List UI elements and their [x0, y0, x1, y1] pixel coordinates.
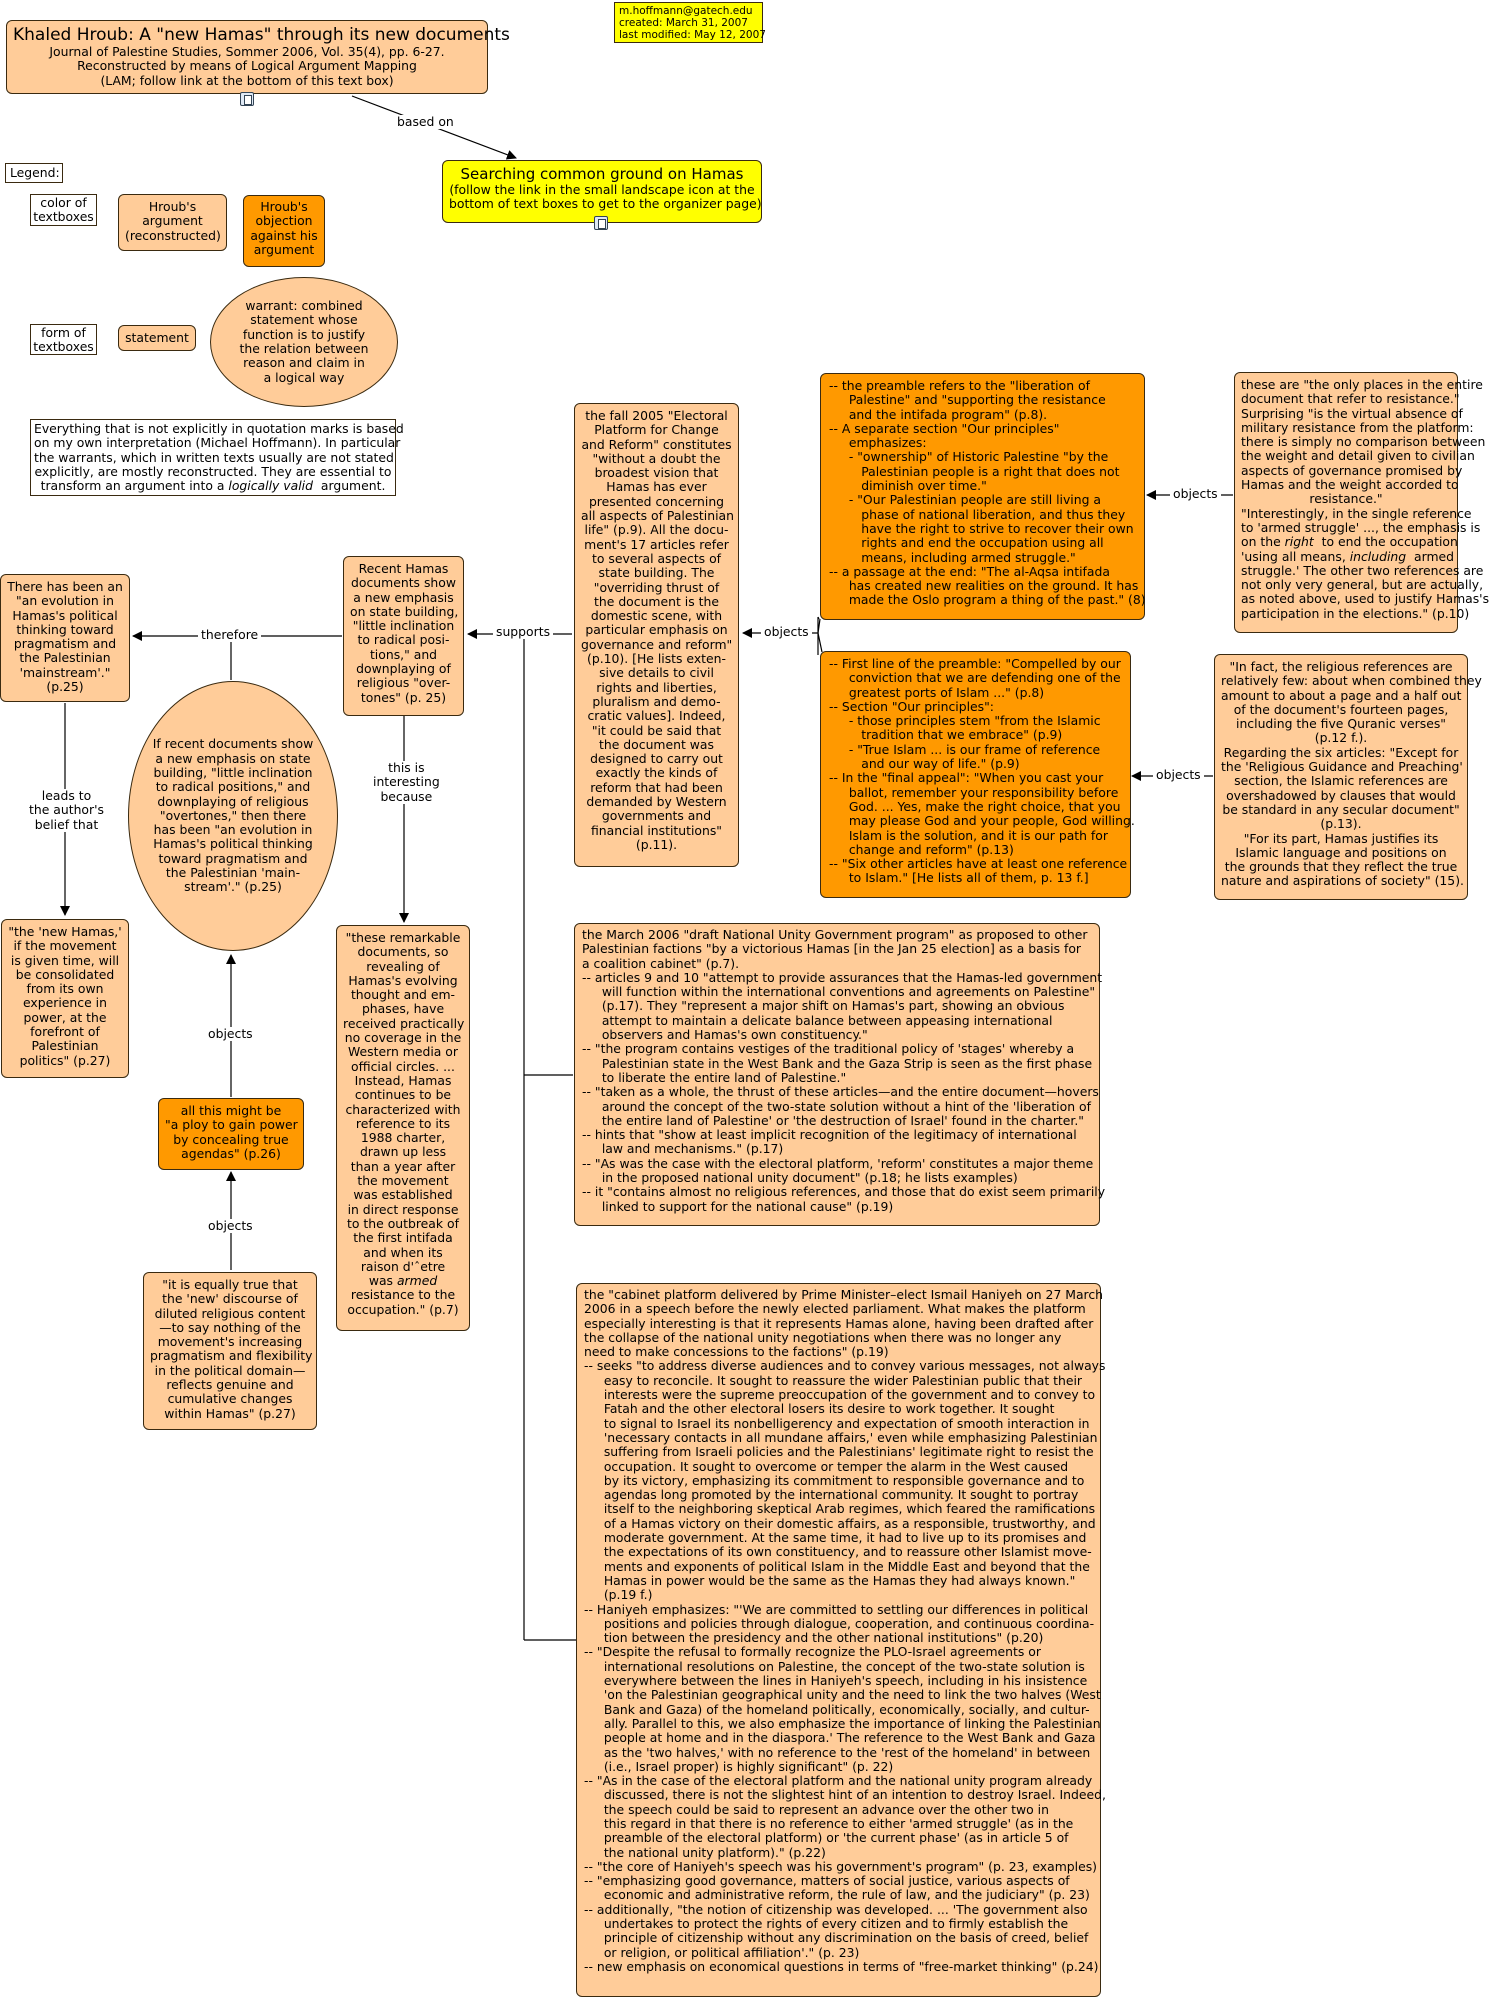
- text-line: Fatah and the other electoral losers its desire to work together. It sought: [603, 1401, 1055, 1417]
- text-line: -- A separate section "Our principles": [829, 420, 1060, 436]
- text-line: positions and policies through dialogue, cooperation, and continuous coordina-: [603, 1615, 1095, 1631]
- text-line: -- hints that "show at least implicit recognition of the legitimacy of international: [582, 1127, 1077, 1143]
- landscape-link-icon[interactable]: [594, 216, 608, 230]
- remarkable-documents-box: "these remarkable documents, so revealing of Hamas's evolving thought and em- phases, have received practically no coverage in the Western media or official circles. ... Instead, Hamas continues to be characterized with reference to its 1988 charter, drawn up less than a year after the movement was established in direct response to the outbreak of the first intifada and when its raison d'ˆetre was armed resistance to the occupation." (p.7): [336, 925, 470, 1331]
- text-line: God. ... Yes, make the right choice, that you: [848, 798, 1121, 814]
- label-objects: objects: [761, 625, 812, 639]
- label-objects: objects: [205, 1027, 256, 1041]
- page-title: Khaled Hroub: A "new Hamas" through its new documents: [13, 25, 510, 45]
- text-line: -- First line of the preamble: "Compelled by our: [829, 656, 1121, 671]
- text-line: 2006 in a speech before the newly elected parliament. What makes the platform: [584, 1301, 1086, 1317]
- header-line: (LAM; follow link at the bottom of this text box): [100, 72, 394, 88]
- warrant-oval: If recent documents show a new emphasis on state building, "little inclination to radical positions," and downplaying of religious "overtones," then there has been "an evolution in Hamas's political thinking toward pragmatism and the Palestinian 'main- stream'." (p.25): [128, 681, 338, 951]
- text-line: conviction that we are defending one of the: [848, 670, 1121, 686]
- text-line: the March 2006 "draft National Unity Government program" as proposed to other: [582, 927, 1088, 942]
- legend-title: Legend:: [5, 163, 63, 183]
- text-line: -- seeks "to address diverse audiences and to convey various messages, not always: [584, 1358, 1106, 1374]
- text-line: change and reform" (p.13): [848, 841, 1014, 857]
- claim-new-hamas-box: "the 'new Hamas,' if the movement is given time, will be consolidated from its own experience in power, at the forefront of Palestinian politics" (p.27): [1, 919, 129, 1078]
- text-line: international resolutions on Palestine, the concept of the two-state solution is: [603, 1658, 1085, 1674]
- text-line: attempt to maintain a delicate balance between appeasing international: [601, 1012, 1053, 1028]
- text-line: Palestinian people is a right that does not: [861, 463, 1120, 479]
- text-line: - "True Islam ... is our frame of reference: [848, 741, 1101, 757]
- text-line: easy to reconcile. It sought to reassure the wider Palestinian public that their: [603, 1372, 1083, 1388]
- text-line: -- the preamble refers to the "liberation of: [829, 378, 1090, 393]
- organizer-line: (follow the link in the small landscape icon at the: [449, 182, 755, 197]
- text-line: the collapse of the national unity negotiations when there was no longer any: [584, 1329, 1062, 1345]
- objection-preamble-box: [820, 373, 1145, 620]
- text-line: (i.e., Israel proper) is highly significant" (p. 22): [603, 1758, 894, 1774]
- text-line: economic and administrative reform, the rule of law, and the judiciary" (p. 23): [603, 1887, 1090, 1903]
- text-line: ballot, remember your responsibility before: [848, 784, 1119, 800]
- label-objects: objects: [1153, 768, 1204, 782]
- objection-ploy-box: all this might be "a ploy to gain power by concealing true agendas" (p.26): [158, 1098, 304, 1170]
- text-line: need to make concessions to the factions" (p.19): [584, 1344, 889, 1360]
- text-line: -- it "contains almost no religious references, and those that do exist seem primarily: [582, 1184, 1106, 1200]
- text-line: observers and Hamas's own constituency.": [601, 1027, 868, 1043]
- counter-few-references-box: "In fact, the religious references are relatively few: about when combined they amount to about a page and a half out of the document's fourteen pages, including the five Quranic verses" (p.12 f.). Regarding the six articles: "Except for the 'Religious Guidance and Preaching' section, the Islamic references are overshadowed by clauses that would be standard in any secular document" (p.13). "For its part, Hamas justifies its Islamic language and positions on the grounds that they reflect the true nature and aspirations of society" (15).: [1214, 654, 1468, 900]
- organizer-title: Searching common ground on Hamas: [460, 165, 744, 183]
- text-line: moderate government. At the same time, it had to live up to its promises and: [603, 1530, 1087, 1546]
- organizer-line: bottom of text boxes to get to the organizer page): [449, 196, 762, 212]
- label-supports: supports: [493, 625, 553, 639]
- modified-date: last modified: May 12, 2007: [619, 29, 766, 41]
- text-line: -- "the program contains vestiges of the traditional policy of 'stages' whereby a: [582, 1041, 1075, 1057]
- meta-box: [614, 2, 766, 43]
- text-line: and the intifada program" (p.8).: [848, 406, 1048, 422]
- text-line: Palestinian state in the West Bank and the Gaza Strip is seen as the first phase: [601, 1055, 1093, 1071]
- text-line: principle of citizenship without any discrimination on the basis of creed, belief: [603, 1930, 1089, 1946]
- text-line: phase of national liberation, and thus they: [861, 506, 1126, 522]
- text-line: preamble of the electoral platform) or 'the current phase' (as in article 5 of: [603, 1830, 1069, 1846]
- text-line: means, including armed struggle.": [861, 549, 1076, 565]
- header-line: Reconstructed by means of Logical Argument Mapping: [77, 58, 417, 74]
- text-line: Islam is the solution, and it is our path for: [848, 827, 1108, 843]
- legend-form-label: form of textboxes: [30, 324, 97, 355]
- text-line: -- "taken as a whole, the thrust of these articles—and the entire document—hovers: [582, 1084, 1099, 1100]
- reason-recent-docs-box: Recent Hamas documents show a new emphasis on state building, "little inclination to radical posi- tions," and downplaying of religious "over- tones" (p. 25): [343, 556, 464, 716]
- text-line: tradition that we embrace" (p.9): [861, 727, 1063, 743]
- text-line: -- "emphasizing good governance, matters of social justice, various aspects of: [584, 1873, 1070, 1889]
- text-line: law and mechanisms." (p.17): [601, 1141, 784, 1157]
- text-line: undertakes to protect the rights of every citizen and to firmly establish the: [603, 1916, 1069, 1932]
- text-line: emphasizes:: [848, 435, 927, 451]
- text-line: linked to support for the national cause" (p.19): [601, 1198, 894, 1214]
- text-line: -- Section "Our principles":: [829, 698, 994, 714]
- text-line: everywhere between the lines in Haniyeh's speech, including in his insistence: [603, 1673, 1088, 1689]
- text-line: -- a passage at the end: "The al-Aqsa intifada: [829, 563, 1110, 579]
- label-objects: objects: [1170, 487, 1221, 501]
- text-line: especially interesting is that it represents Hamas alone, having been drafted after: [584, 1315, 1094, 1331]
- counter-diluted-box: "it is equally true that the 'new' discourse of diluted religious content —to say nothing of the movement's increasing pragmatism and flexibility in the political domain— reflects genuine and cumulative changes within Hamas" (p.27): [143, 1272, 317, 1430]
- text-line: in the proposed national unity document" (p.18; he lists examples): [601, 1170, 1018, 1186]
- text-line: itself to the neighboring skeptical Arab regimes, which feared the ramifications: [603, 1501, 1096, 1517]
- text-line: Bank and Gaza) of the homeland politically, economically, socially, and cultur-: [603, 1701, 1090, 1717]
- text-line: -- "Six other articles have at least one reference: [829, 856, 1128, 872]
- text-line: 'necessary contacts in all mundane affairs,' even while emphasizing Palestinian: [603, 1429, 1098, 1445]
- text-line: interests were the supreme preoccupation of the government and to convey to: [603, 1387, 1096, 1403]
- text-line: Hamas in power would be the same as the Hamas they had always known.": [603, 1572, 1076, 1588]
- text-line: a coalition cabinet" (p.7).: [582, 955, 740, 971]
- text-line: people at home and in the diaspora.' The reference to the West Bank and Gaza: [603, 1730, 1096, 1746]
- text-line: -- additionally, "the notion of citizenship was developed. ... 'The government also: [584, 1901, 1088, 1917]
- text-line: will function within the international conventions and agreements on Palestine": [601, 984, 1096, 1000]
- text-line: - "Our Palestinian people are still living a: [848, 492, 1101, 508]
- text-line: or religion, or political affiliation'." (p. 23): [603, 1944, 860, 1960]
- text-line: discussed, there is not the slightest hint of an intention to destroy Israel. Indeed,: [603, 1787, 1106, 1803]
- text-line: (p.17). They "represent a major shift on Hamas's part, showing an obvious: [601, 998, 1065, 1014]
- cabinet-platform-box: [576, 1283, 1106, 1997]
- text-line: occupation. It sought to overcome or temper the alarm in the West caused: [603, 1458, 1069, 1474]
- text-line: may please God and your people, God willing.: [848, 813, 1135, 829]
- text-line: Palestinian factions "by a victorious Hamas [in the Jan 25 election] as a basis for: [582, 941, 1082, 957]
- text-line: the national unity platform)." (p.22): [603, 1844, 826, 1860]
- text-line: -- "Despite the refusal to formally recognize the PLO-Israel agreements or: [584, 1644, 1041, 1660]
- text-line: ally. Parallel to this, we also emphasize the importance of linking the Palestinian: [603, 1715, 1101, 1731]
- created-date: created: March 31, 2007: [619, 17, 748, 29]
- header-line: Journal of Palestine Studies, Sommer 2006, Vol. 35(4), pp. 6-27.: [49, 44, 445, 59]
- landscape-link-icon[interactable]: [240, 92, 254, 106]
- organizer-box[interactable]: [442, 160, 762, 223]
- text-line: -- "As was the case with the electoral platform, 'reform' constitutes a major theme: [582, 1155, 1094, 1171]
- text-line: agendas long promoted by the international community. It sought to portray: [603, 1487, 1079, 1503]
- text-line: Palestine" and "supporting the resistance: [848, 392, 1106, 408]
- counter-only-places-box: these are "the only places in the entire document that refer to resistance." Surprising "is the virtual absence of military resistance from the platform: there is simply no comparison between the weight and detail given to civilian aspects of governance promised by Hamas and the weight accorded to resistance." "Interestingly, in the single reference to 'armed struggle' ..., the emphasis is on the right to end the occupation 'using all means, including armed struggle.' The other two references are not only very general, but are actually, as noted above, used to justify Hamas's participation in the elections." (p.10): [1234, 372, 1458, 633]
- text-line: the entire land of Palestine' or 'the destruction of Israel' found in the charter.": [601, 1112, 1084, 1128]
- text-line: -- "the core of Haniyeh's speech was his government's program" (p. 23, examples): [584, 1858, 1098, 1874]
- text-line: ments and exponents of political Islam in the Middle East and beyond that the: [603, 1558, 1090, 1574]
- text-line: - "ownership" of Historic Palestine "by the: [848, 449, 1109, 465]
- text-line: -- "As in the case of the electoral platform and the national unity program already: [584, 1773, 1093, 1789]
- text-line: this regard in that there is no reference to either 'armed struggle' (as in the: [603, 1815, 1074, 1831]
- claim-evolution-box: There has been an "an evolution in Hamas's political thinking toward pragmatism and the Palestinian 'mainstream'." (p.25): [0, 574, 130, 702]
- label-objects: objects: [205, 1219, 256, 1233]
- text-line: -- Haniyeh emphasizes: "'We are committed to settling our differences in political: [584, 1601, 1089, 1617]
- label-based-on: based on: [394, 115, 457, 129]
- text-line: to Islam." [He lists all of them, p. 13 f.]: [848, 870, 1089, 886]
- objection-religious-box: [820, 651, 1135, 898]
- text-line: diminish over time.": [861, 478, 987, 494]
- legend-color-label: color of textboxes: [30, 194, 97, 226]
- text-line: to signal to Israel its nonbelligerency and expectation of smooth interaction in: [603, 1415, 1090, 1431]
- text-line: 'on the Palestinian geographical unity and the need to link the two halves (West: [603, 1687, 1101, 1703]
- text-line: -- articles 9 and 10 "attempt to provide assurances that the Hamas-led government: [582, 969, 1103, 985]
- text-line: has created new realities on the ground. It has: [848, 578, 1139, 594]
- text-line: by its victory, emphasizing its commitment to responsible governance and to: [603, 1472, 1085, 1488]
- text-line: tion between the presidency and the other national institutions" (p.20): [603, 1630, 1044, 1646]
- text-line: have the right to strive to recover their own: [861, 520, 1134, 536]
- text-line: the "cabinet platform delivered by Prime Minister–elect Ismail Haniyeh on 27 March: [584, 1287, 1104, 1302]
- text-line: of a Hamas victory on their domestic affairs, as a responsible, trustworthy, and: [603, 1515, 1096, 1531]
- unity-program-box: [574, 923, 1106, 1226]
- text-line: as the 'two halves,' with no reference to the 'rest of the homeland' in between: [603, 1744, 1091, 1760]
- text-line: -- new emphasis on economical questions in terms of "free-market thinking" (p.24): [584, 1958, 1099, 1974]
- text-line: around the concept of the two-state solution without a hint of the 'liberation of: [601, 1098, 1091, 1114]
- text-line: the expectations of its own constituency, and to reassure other Islamist move-: [603, 1544, 1092, 1560]
- label-therefore: therefore: [198, 628, 261, 642]
- text-line: the speech could be said to represent an advance over the other two in: [603, 1801, 1049, 1817]
- text-line: to liberate the entire land of Palestine.": [601, 1069, 847, 1085]
- text-line: (p.19 f.): [603, 1587, 653, 1603]
- legend-warrant-oval: warrant: combined statement whose function is to justify the relation between reason and claim in a logical way: [210, 277, 398, 407]
- title-box: [6, 20, 510, 94]
- text-line: - those principles stem "from the Islamic: [848, 713, 1101, 729]
- legend-statement-swatch: statement: [118, 325, 196, 351]
- label-leads-to: leads to the author's belief that: [26, 789, 107, 832]
- text-line: suffering from Israeli policies and the Palestinians' legitimate right to resist the: [603, 1444, 1094, 1460]
- text-line: greatest ports of Islam ..." (p.8): [848, 684, 1045, 700]
- label-interesting: this is interesting because: [370, 761, 443, 804]
- text-line: rights and end the occupation using all: [861, 535, 1104, 551]
- text-line: made the Oslo program a thing of the past." (8): [848, 592, 1146, 608]
- author-email: m.hoffmann@gatech.edu: [619, 5, 753, 17]
- legend-argument-swatch: Hroub's argument (reconstructed): [118, 194, 227, 251]
- legend-objection-swatch: Hroub's objection against his argument: [243, 195, 325, 267]
- text-line: and our way of life." (p.9): [861, 756, 1020, 772]
- legend-note: Everything that is not explicitly in quotation marks is based on my own interpretation (Michael Hoffmann). In particular the warrants, which in written texts usually are not stated explicitly, are mostly reconstructed. They are essential to transform an argument into a logically valid argument.: [30, 419, 396, 496]
- electoral-platform-box: the fall 2005 "Electoral Platform for Change and Reform" constitutes "without a doubt the broadest vision that Hamas has ever presented concerning all aspects of Palestinian life" (p.9). All the docu- ment's 17 articles refer to several aspects of state building. The "overriding thrust of the document is the domestic scene, with particular emphasis on governance and reform" (p.10). [He lists exten- sive details to civil rights and liberties, pluralism and demo- cratic values]. Indeed, "it could be said that the document was designed to carry out exactly the kinds of reform that had been demanded by Western governments and financial institutions" (p.11).: [574, 403, 739, 867]
- text-line: -- In the "final appeal": "When you cast your: [829, 770, 1104, 786]
